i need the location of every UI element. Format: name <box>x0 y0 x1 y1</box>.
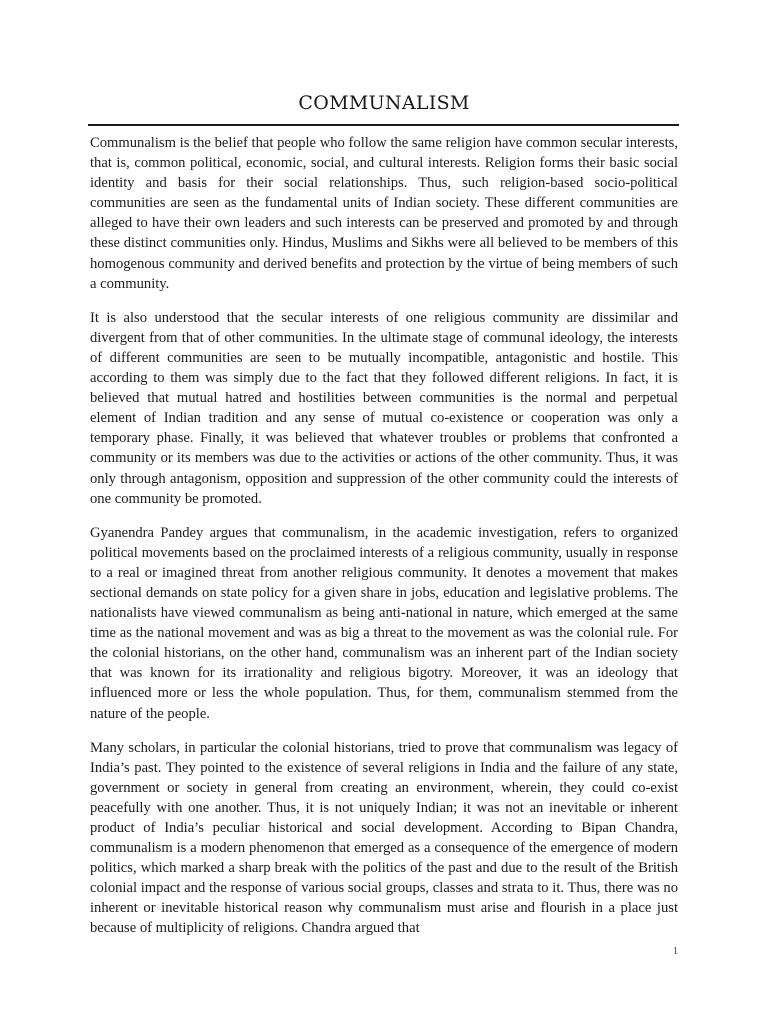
body-text <box>90 133 678 953</box>
paragraph-1: Communalism is the belief that people who follow the same religion have common secular interests, that is, common political, economic, social, and cultural interests. Religion forms their basic social identity and basis for their social relationships. Thus, such religion-based socio-political communities are seen as the fundamental units of Indian society. These different communities are alleged to have their own leaders and such interests can be preserved and promoted by and through these distinct communities only. Hindus, Muslims and Sikhs were all believed to be members of this homogenous community and derived benefits and protection by the virtue of being members of such a community. <box>90 135 678 292</box>
page-title: COMMUNALISM <box>298 92 470 114</box>
title-underline <box>88 124 679 126</box>
paragraph-3: Gyanendra Pandey argues that communalism, in the academic investigation, refers to organized political movements based on the proclaimed interests of a religious community, usually in response to a real or imagined threat from another religious community. It denotes a movement that makes sectional demands on state policy for a given share in jobs, education and legislative problems. The nationalists have viewed communalism as being anti-national in nature, which emerged at the same time as the national movement and was as big a threat to the movement as was the colonial rule. For the colonial historians, on the other hand, communalism was an inherent part of the Indian society that was known for its irrationality and religious bigotry. Moreover, it was an ideology that influenced more or less the whole population. Thus, for them, communalism stemmed from the nature of the people. <box>90 524 678 722</box>
page-number: 1 <box>673 946 678 957</box>
paragraph-2: It is also understood that the secular interests of one religious community are dissimilar and divergent from that of other communities. In the ultimate stage of communal ideology, the interests of different communities are seen to be mutually incompatible, antagonistic and hostile. This according to them was simply due to the fact that they followed different religions. In fact, it is believed that mutual hatred and hostilities between communities is the normal and perpetual element of Indian tradition and any sense of mutual co-existence or cooperation was only a temporary phase. Finally, it was believed that whatever troubles or problems that confronted a community or its members was due to the activities or actions of the other community. Thus, it was only through antagonism, opposition and suppression of the other community could the interests of one community be promoted. <box>90 309 678 507</box>
paragraph-4: Many scholars, in particular the colonial historians, tried to prove that communalism was legacy of India’s past. They pointed to the existence of several religions in India and the failure of any state, government or society in general from creating an environment, wherein, they could co-exist peacefully with one another. Thus, it is not uniquely Indian; it was not an inevitable or inherent product of India’s peculiar historical and social development. According to Bipan Chandra, communalism is a modern phenomenon that emerged as a consequence of the emergence of modern politics, which marked a sharp break with the politics of the past and due to the result of the British colonial impact and the response of various social groups, classes and strata to it. Thus, there was no inherent or inevitable historical reason why communalism must arise and flourish in a place just because of multiplicity of religions. Chandra argued that <box>90 739 678 937</box>
